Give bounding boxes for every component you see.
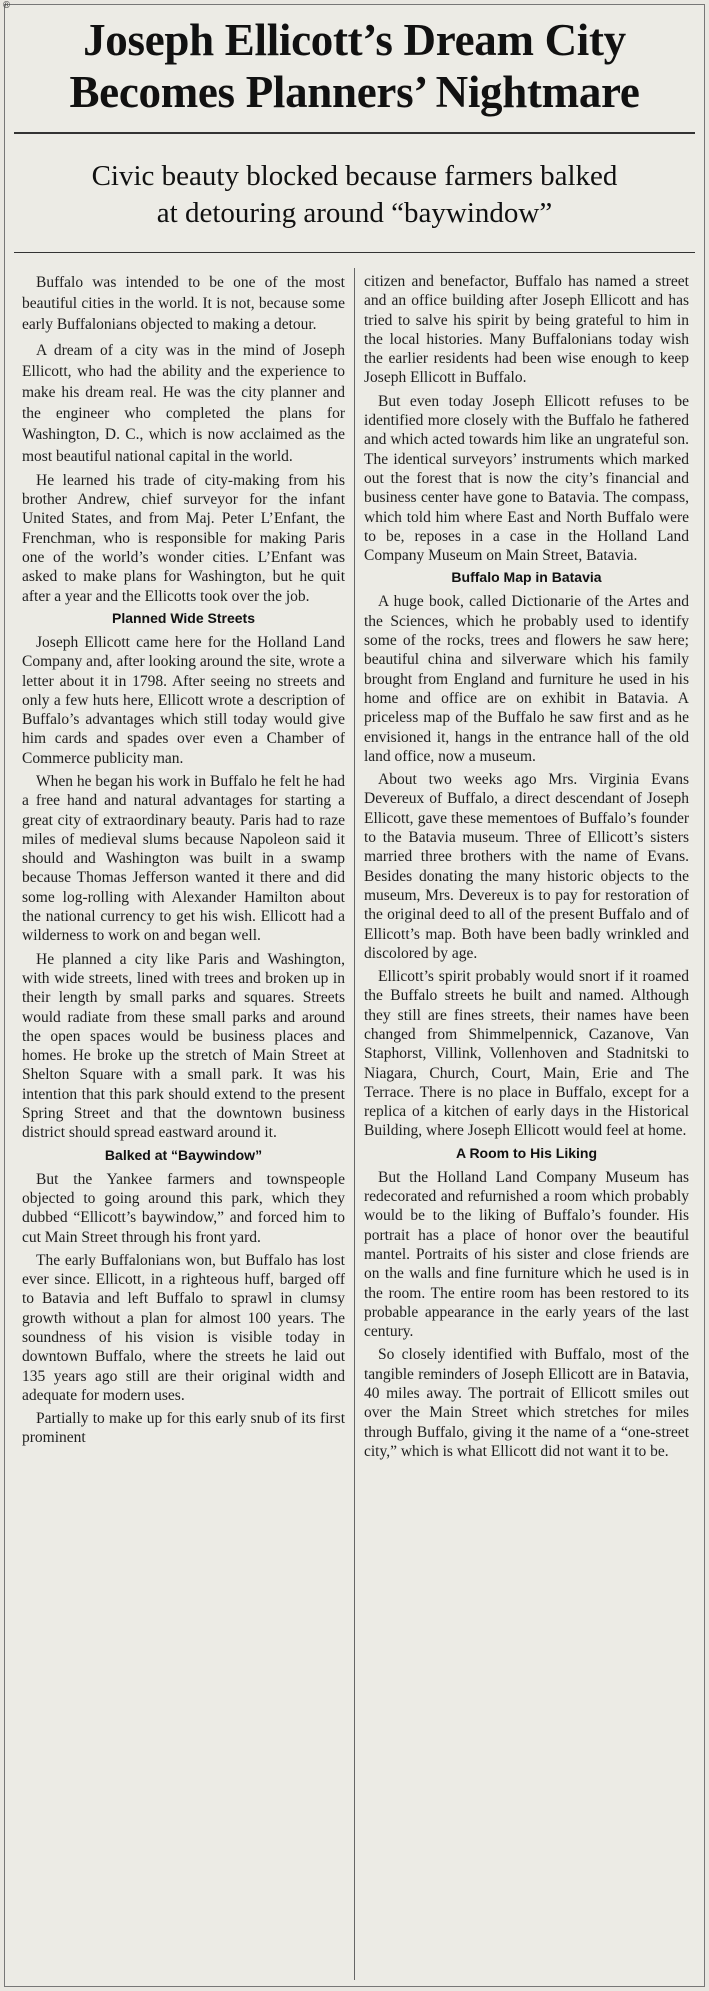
corner-mark: ® <box>2 1 11 11</box>
paragraph: But the Yankee farmers and townspeople objected to going around this park, which they dubbed “Ellicott’s baywindow,” and forced him to cut Main Street through his front yard. <box>22 1170 345 1246</box>
section-heading: A Room to His Liking <box>455 1144 598 1161</box>
paragraph: Partially to make up for this early snub of its first prominent <box>22 1410 345 1447</box>
section-heading: Buffalo Map in Batavia <box>451 569 602 586</box>
subheadline <box>0 158 709 232</box>
left-column <box>22 272 345 1977</box>
paragraph: So closely identified with Buffalo, most of the tangible reminders of Joseph Ellicott are in Batavia, 40 miles away. The portrait of Ellicott smiles out over the Main Street which stretches for miles through Buffalo, giving it the name of a “one-street city,” which is what Ellicott did not want it to be. <box>364 1346 689 1460</box>
column-divider <box>354 268 355 1980</box>
section-heading: Balked at “Baywindow” <box>104 1146 263 1163</box>
subheadline-rule <box>14 252 695 253</box>
paragraph: citizen and benefactor, Buffalo has named a street and an office building after Joseph Ellicott and has tried to salve his spirit by being grateful to him in the local histories. Many Buffalonians today wish the earlier residents had been wise enough to keep Joseph Ellicott in Buffalo. <box>364 273 689 387</box>
paragraph: About two weeks ago Mrs. Virginia Evans Devereux of Buffalo, a direct descendant of Joseph Ellicott, gave these mementoes of Buffalo’s founder to the Batavia museum. Three of Ellicott’s sisters married three brothers with the name of Evans. Besides donating the many historic objects to the museum, Mrs. Devereux is to pay for restoration of the original deed to all of the present Buffalo and of Ellicott’s map. Both have been badly wrinkled and discolored by age. <box>364 771 689 962</box>
subheadline-line-1: Civic beauty blocked because farmers balked <box>91 160 618 192</box>
headline <box>0 14 709 118</box>
paragraph: When he began his work in Buffalo he felt he had a free hand and natural advantages for starting a great city of extraordinary beauty. Paris had to raze miles of medieval slums because Napoleon said it should and Washington was built in a swamp because Thomas Jefferson wanted it there and did some log-rolling with Alexander Hamilton about the national currency to get his wish. Ellicott had a wilderness to work on and began well. <box>22 772 345 945</box>
paragraph: A dream of a city was in the mind of Joseph Ellicott, who had the ability and the experience to make his dream real. He was the city planner and the engineer who completed the plans for Washington, D. C., which is now acclaimed as the most beautiful national capital in the world. <box>22 341 345 465</box>
headline-line-2: Becomes Planners’ Nightmare <box>69 67 640 117</box>
right-column <box>364 272 689 1977</box>
paragraph: Buffalo was intended to be one of the most beautiful cities in the world. It is not, because some early Buffalonians objected to making a detour. <box>22 274 345 334</box>
paragraph: A huge book, called Dictionarie of the Artes and the Sciences, which he probably used to identify some of the rocks, trees and flowers he saw here; beautiful china and silverware which his family brought from England and furniture he used in his home and office are on exhibit in Batavia. A priceless map of the Buffalo he saw first and as he envisioned it, hangs in the entrance hall of the old land office, now a museum. <box>364 593 689 765</box>
paragraph: He planned a city like Paris and Washington, with wide streets, lined with trees and broken up in their length by small parks and squares. Streets would radiate from these small parks and around the open spaces would be business places and homes. He broke up the stretch of Main Street at Shelton Square with a small park. It was his intention that this park should extend to the present Spring Street and that the downtown business district should spread eastward around it. <box>22 950 345 1142</box>
paragraph: Ellicott’s spirit probably would snort if it roamed the Buffalo streets he built and named. Although they still are fines streets, their names have been changed from Shimmelpennick, Cazanove, Van Staphorst, Villink, Vollenhoven and Stadnitski to Niagara, Church, Court, Main, Erie and The Terrace. There is no place in Buffalo, except for a replica of a kitchen of early days in the Historical Building, where Joseph Ellicott would feel at home. <box>364 968 689 1140</box>
paragraph: The early Buffalonians won, but Buffalo has lost ever since. Ellicott, in a righteous huff, barged off to Batavia and left Buffalo to sprawl in clumsy growth without a plan for almost 100 years. The soundness of his vision is visible today in downtown Buffalo, where the streets he laid out 135 years ago still are their original width and adequate for modern uses. <box>22 1251 345 1404</box>
headline-line-1: Joseph Ellicott’s Dream City <box>83 15 626 65</box>
paragraph: He learned his trade of city-making from his brother Andrew, chief surveyor for the infant United States, and from Maj. Peter L’Enfant, the Frenchman, who is responsible for making Paris one of the world’s wonder cities. L’Enfant was asked to make plans for Washington, but he quit after a year and the Ellicotts took over the job. <box>22 471 345 605</box>
subheadline-line-2: at detouring around “baywindow” <box>156 197 553 229</box>
paragraph: But the Holland Land Company Museum has redecorated and refurnished a room which probably would be to the liking of Buffalo’s founder. His portrait has a place of honor over the beautiful mantel. Portraits of his sister and close friends are on the walls and fine furniture which he used is in the room. The entire room has been restored to its probable appearance in the early years of the last century. <box>364 1168 689 1341</box>
headline-rule <box>14 132 695 134</box>
paragraph: But even today Joseph Ellicott refuses to be identified more closely with the Buffalo he fathered and which acted towards him like an ungrateful son. The identical surveyors’ instruments which marked out the forest that is now the city’s financial and business center have gone to Batavia. The compass, which told him where East and North Buffalo were to be, reposes in a case in the Holland Land Company Museum on Main Street, Batavia. <box>364 392 689 565</box>
section-heading: Planned Wide Streets <box>111 609 256 626</box>
paragraph: Joseph Ellicott came here for the Holland Land Company and, after looking around the site, wrote a letter about it in 1798. After seeing no streets and only a few huts here, Ellicott wrote a description of Buffalo’s advantages which still today would give him cards and spades over even a Chamber of Commerce publicity man. <box>22 633 345 767</box>
